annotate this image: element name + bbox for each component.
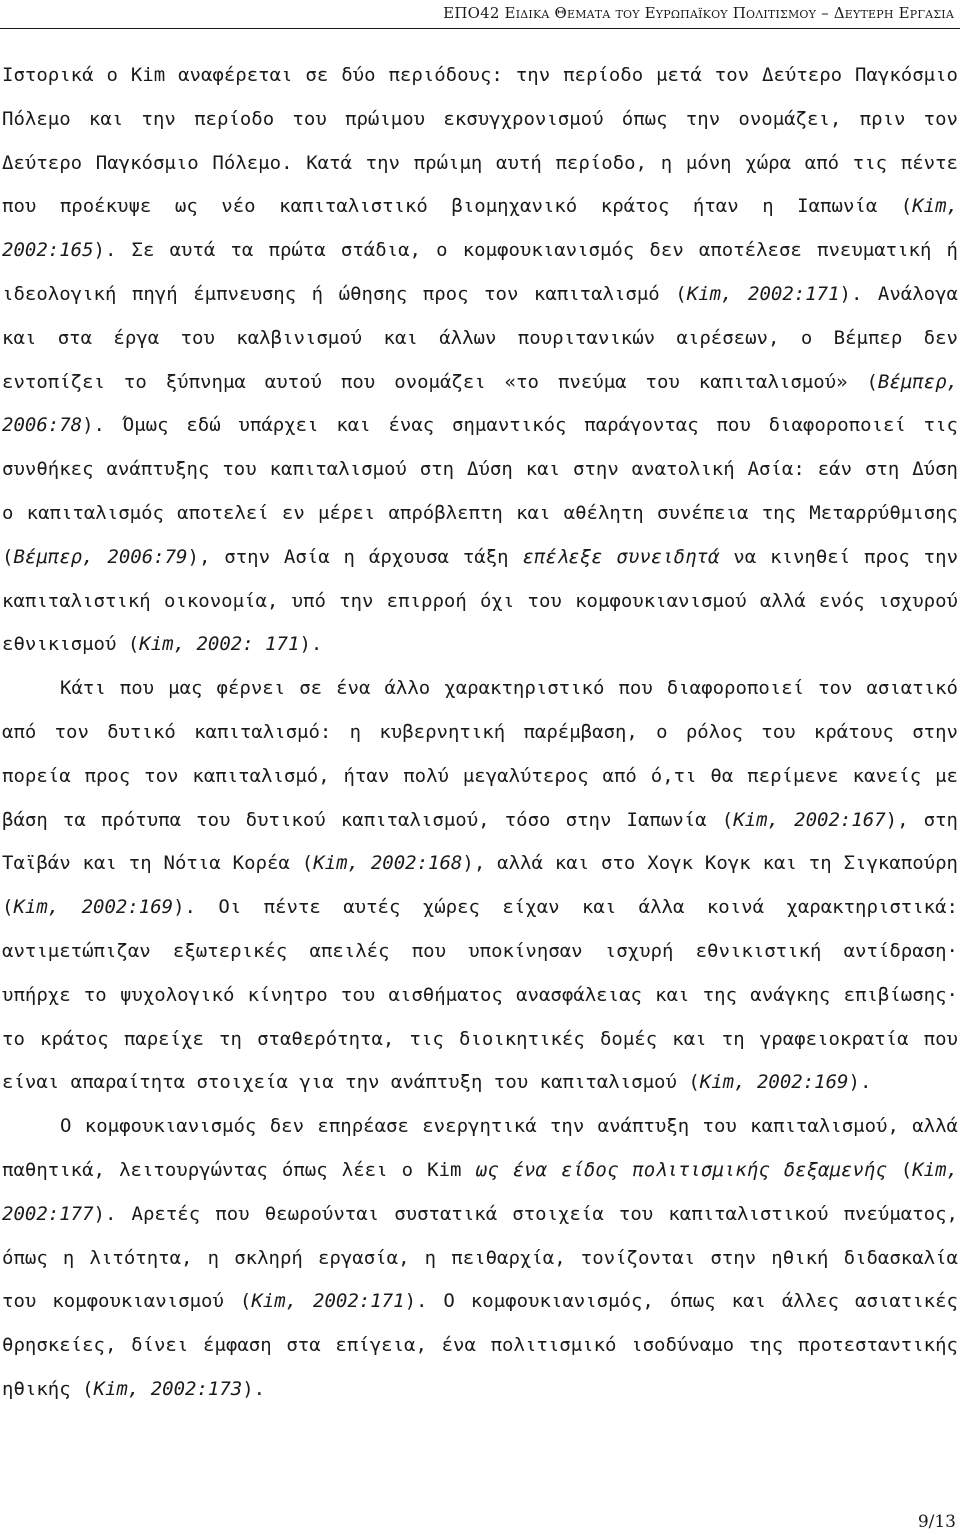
paragraph: [2, 1105, 958, 1412]
italic-text: Kim, 2002: 171: [139, 633, 300, 656]
text-run: (: [886, 1158, 913, 1181]
text-run: ). Όμως εδώ υπάρχει και ένας σημαντικός παράγοντας που διαφοροποιεί τις συνθήκες ανάπτυξης του καπιταλισμού στη Δύση και στην ανατολική Ασία: εάν στη Δύση ο καπιταλισμός αποτελεί εν μέρει απρόβλεπτη και αθέλητη συνέπεια της Μεταρρύθμισης (: [2, 414, 958, 568]
italic-text: Kim, 2002:169: [13, 896, 174, 919]
italic-text: Kim, 2002:167: [733, 808, 886, 831]
text-run: Ο κομφουκιανισμός δεν επηρέασε ενεργητικά την ανάπτυξη του καπιταλισμού, αλλά παθητικά, λειτουργώντας όπως λέει ο Kim: [2, 1115, 958, 1181]
italic-text: Kim, 2002:168: [313, 852, 463, 875]
italic-text: Βέμπερ, 2006:79: [13, 545, 188, 568]
text-run: ).: [299, 633, 323, 656]
text-run: ). Αρετές που θεωρούνται συστατικά στοιχεία του καπιταλιστικού πνεύματος, όπως η λιτότητα, η σκληρή εργασία, η πειθαρχία, τονίζονται στην ηθική διδασκαλία του κομφουκιανισμού (: [2, 1202, 958, 1313]
text-run: ). Οι πέντε αυτές χώρες είχαν και άλλα κοινά χαρακτηριστικά: αντιμετώπιζαν εξωτερικές απειλές που υποκίνησαν ισχυρή εθνικιστική αντίδραση· υπήρχε το ψυχολογικό κίνητρο του αισθήματος ανασφάλειας και της ανάγκης επιβίωσης· το κράτος παρείχε τη σταθερότητα, τις διοικητικές δομές και τη γραφειοκρατία που είναι απαραίτητα στοιχεία για την ανάπτυξη του καπιταλισμού (: [2, 896, 958, 1094]
text-run: ). Σε αυτά τα πρώτα στάδια, ο κομφουκιανισμός δεν αποτέλεσε πνευματική ή ιδεολογική πηγή έμπνευσης ή ώθησης προς τον καπιταλισμό (: [2, 239, 958, 305]
page-number: 9/13: [917, 1512, 956, 1532]
text-run: ). Ανάλογα και στα έργα του καλβινισμού και άλλων πουριτανικών αιρέσεων, ο Βέμπερ δεν εντοπίζει το ξύπνημα αυτού που ονομάζει «το πνεύμα του καπιταλισμού» (: [2, 282, 958, 393]
italic-text: Kim, 2002:171: [686, 282, 840, 305]
italic-text: Kim, 2002:169: [699, 1071, 849, 1094]
italic-text: Kim, 2002:165: [2, 195, 958, 262]
paragraph: [2, 667, 958, 1105]
text-run: ).: [242, 1377, 266, 1400]
running-header: [0, 0, 960, 29]
italic-text: Kim, 2002:173: [93, 1377, 243, 1400]
italic-text: Kim, 2002:171: [251, 1290, 405, 1313]
header-title: ΕΠΟ42 Ειδικα Θεματα του Ευρωπαϊκου Πολιτισμου – Δευτερη Εργασια: [443, 4, 954, 22]
italic-text: ως ένα είδος πολιτισμικής δεξαμενής: [475, 1158, 887, 1181]
text-run: ).: [848, 1071, 872, 1094]
text-run: ). Ο κομφουκιανισμός, όπως και άλλες ασιατικές θρησκείες, δίνει έμφαση στα επίγεια, ένα πολιτισμικό ισοδύναμο της προτεσταντικής ηθικής (: [2, 1290, 958, 1400]
paragraph: [2, 54, 958, 667]
text-run: ), στην Ασία η άρχουσα τάξη: [187, 545, 523, 568]
italic-text: επέλεξε συνειδητά: [522, 545, 720, 568]
text-run: να κινηθεί προς την καπιταλιστική οικονομία, υπό την επιρροή όχι του κομφουκιανισμού αλλά ενός ισχυρού εθνικισμού (: [2, 545, 959, 656]
text-run: Ιστορικά ο Kim αναφέρεται σε δύο περιόδους: την περίοδο μετά τον Δεύτερο Παγκόσμιο Πόλεμο και την περίοδο του πρώιμου εκσυγχρονισμού όπως την ονομάζει, πριν τον Δεύτερο Παγκόσμιο Πόλεμο. Κατά την πρώιμη αυτή περίοδο, η μόνη χώρα από τις πέντε που προέκυψε ως νέο καπιταλιστικό βιομηχανικό κράτος ήταν η Ιαπωνία (: [2, 64, 958, 218]
text-run: ), αλλά και στο Χογκ Κογκ και τη Σιγκαπούρη (: [2, 852, 958, 919]
italic-text: Kim, 2002:177: [2, 1158, 958, 1225]
document-body: [2, 54, 958, 1412]
text-run: Κάτι που μας φέρνει σε ένα άλλο χαρακτηριστικό που διαφοροποιεί τον ασιατικό από τον δυτικό καπιταλισμό: η κυβερνητική παρέμβαση, ο ρόλος του κράτους στην πορεία προς τον καπιταλισμό, ήταν πολύ μεγαλύτερος από ό,τι θα περίμενε κανείς με βάση τα πρότυπα του δυτικού καπιταλισμού, τόσο στην Ιαπωνία (: [2, 677, 958, 831]
text-run: ), στη Ταϊβάν και τη Νότια Κορέα (: [2, 808, 958, 875]
italic-text: Βέμπερ, 2006:78: [2, 370, 958, 437]
